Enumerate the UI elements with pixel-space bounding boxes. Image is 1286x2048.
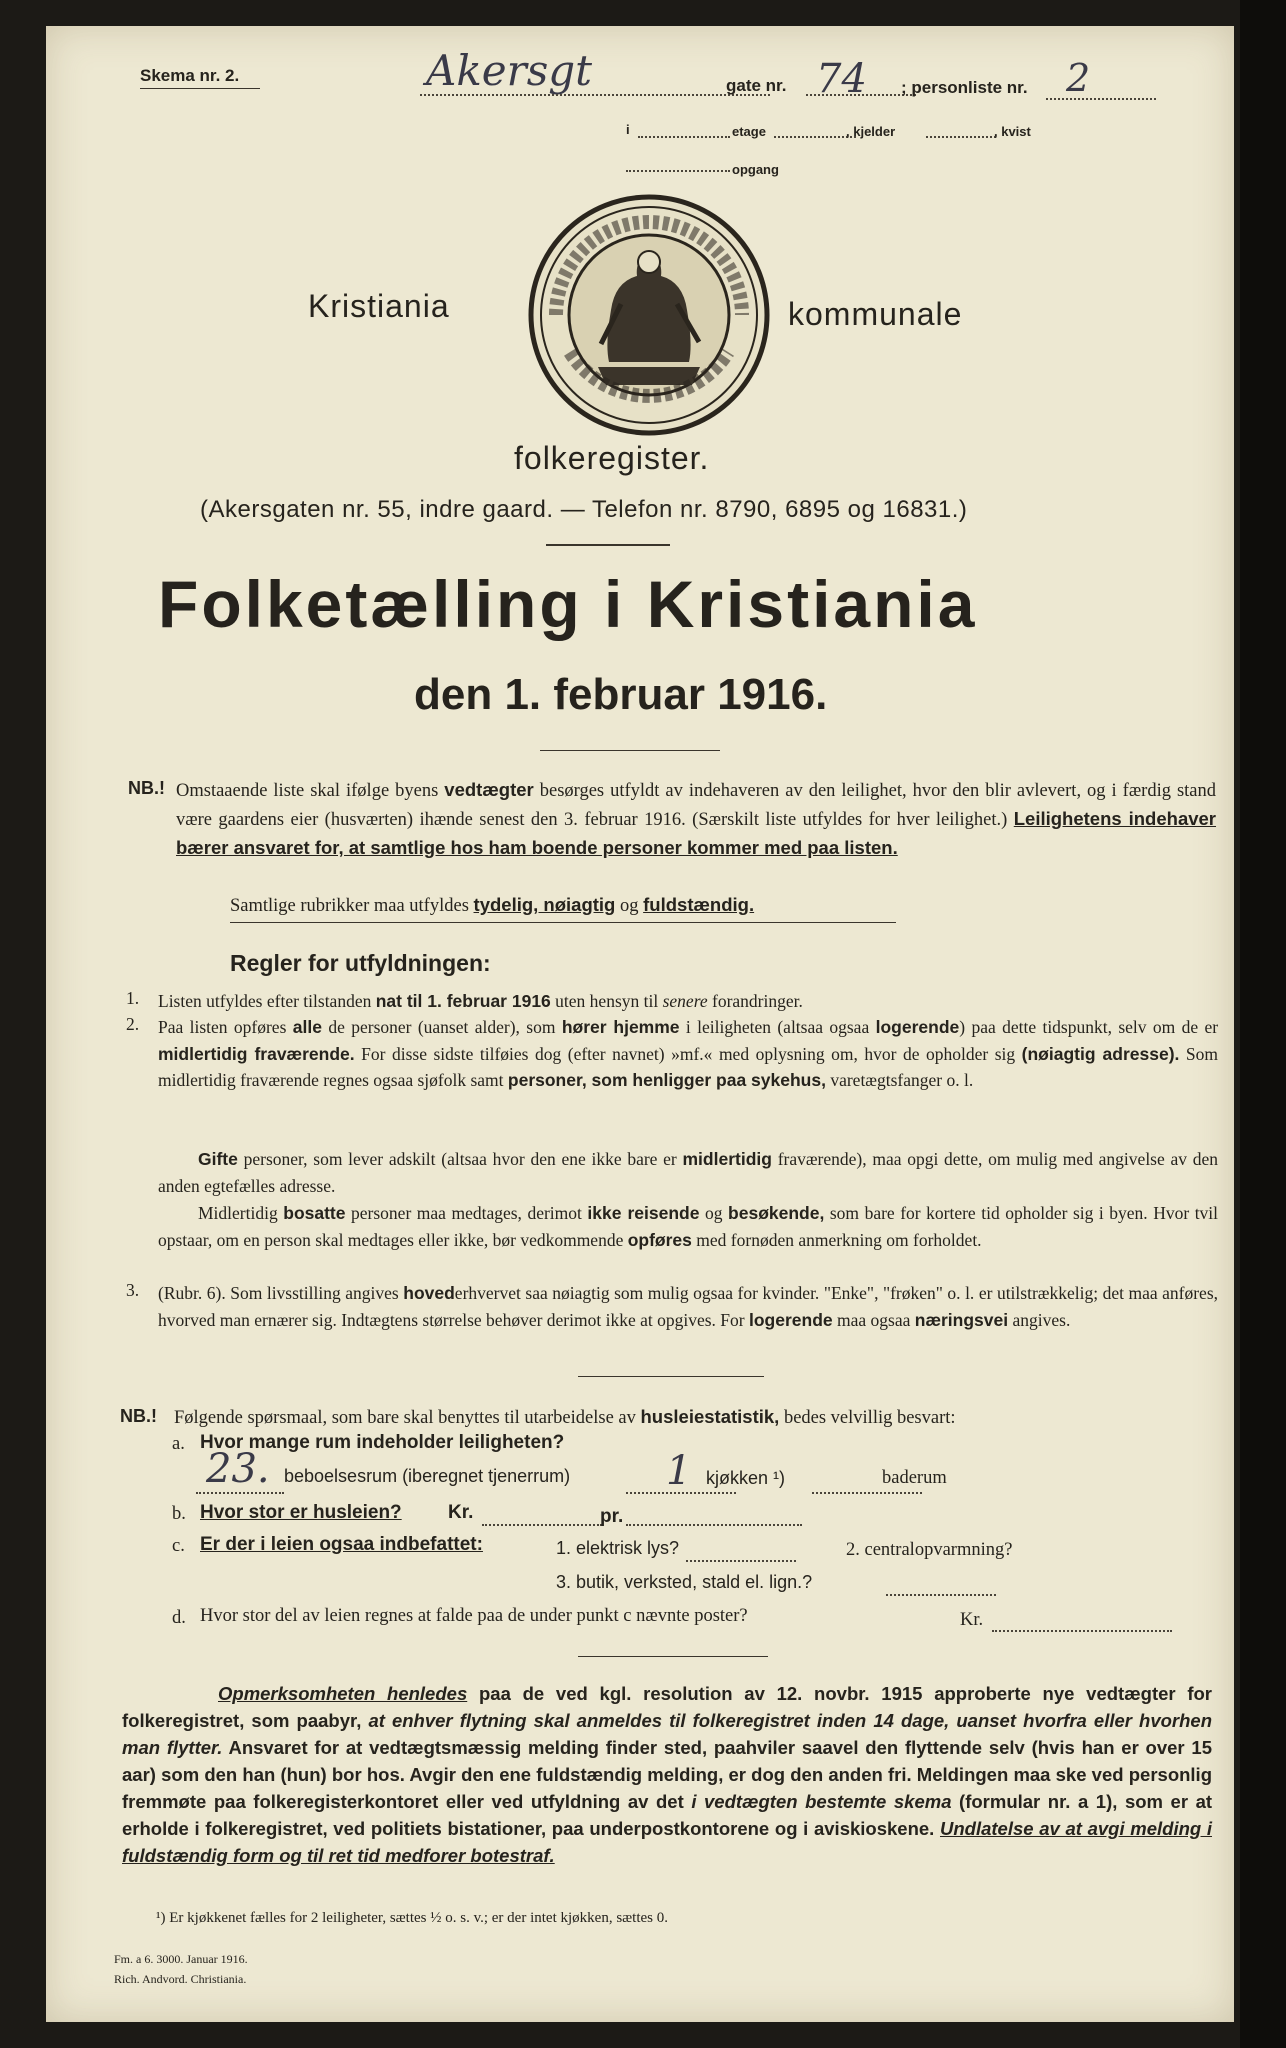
personliste-no-field[interactable] <box>1046 98 1156 100</box>
gate-no-handwritten: 74 <box>816 56 867 102</box>
q-b-text: Hvor stor er husleien? <box>200 1502 402 1523</box>
q-b-kr: Kr. <box>448 1502 474 1523</box>
office-address: (Akersgaten nr. 55, indre gaard. — Telefon nr. 8790, 6895 og 16831.) <box>200 496 968 523</box>
kitchen-label: kjøkken ¹) <box>706 1468 786 1488</box>
q-b-pr: pr. <box>600 1506 624 1527</box>
nb1-samtlige: Samtlige rubrikker maa utfyldes tydelig, nøiagtig og fuldstændig. <box>230 894 755 916</box>
opgang-label: opgang <box>732 162 779 177</box>
skema-label: Skema nr. 2. <box>140 66 240 85</box>
notice-paragraph: Opmerksomheten henledes paa de ved kgl. resolution av 12. novbr. 1915 approberte nye vedtægter for folkeregistret, som paabyr, at enhver flytning skal anmeldes til folkeregistret inden 14 dage, uanset hvorfra eller hvorhen man flytter. Ansvaret for at vedtægtsmæssig melding finder sted, paahviler saavel den flyttende selv (hvis han er over 15 aar) som den han (hun) bor hos. Avgir den ene fuldstændig melding, er dog den anden fri. Meldingen maa ske ved personlig fremmøte paa folkeregisterkontoret eller ved utfyldning av det i vedtægten bestemte skema (formular nr. a 1), som er at erholde i folkeregistret, ved politiets bistationer, paa underpostkontorene og i aviskioskene. Undlatelse av at avgi melding i fuldstændig form og til ret tid medforer botestraf. <box>122 1683 1213 1866</box>
nb2-intro: Følgende spørsmaal, som bare skal benyttes til utarbeidelse av husleiestatistik, bedes velvillig besvart: <box>174 1406 956 1428</box>
q-d-text: Hvor stor del av leien regnes at falde paa de under punkt c nævnte poster? <box>200 1606 748 1626</box>
street-handwritten: Akersgt <box>426 46 593 95</box>
kitchen-field[interactable] <box>626 1492 736 1494</box>
etage-field[interactable] <box>638 136 730 138</box>
q-c-text: Er der i leien ogsaa indbefattet: <box>200 1534 483 1555</box>
rule-1: Listen utfyldes efter tilstanden nat til 1. februar 1916 uten hensyn til senere forandringer. <box>158 991 803 1011</box>
rooms-handwritten: 23. <box>206 1446 270 1492</box>
rule-1-num: 1. <box>126 988 140 1008</box>
kjelder-label: , kjelder <box>846 124 896 139</box>
etage-label: etage <box>732 124 766 139</box>
folkeregister-word: folkeregister. <box>514 440 710 476</box>
page-title: Folketælling i Kristiania <box>158 567 978 641</box>
rent-field[interactable] <box>482 1524 602 1526</box>
gate-label: gate nr. <box>726 76 787 95</box>
d-amount-field[interactable] <box>992 1630 1172 1632</box>
personliste-label: ; personliste nr. <box>901 78 1028 97</box>
personliste-no-handwritten: 2 <box>1066 56 1091 100</box>
skema-underline <box>140 88 260 89</box>
imprint-2: Rich. Andvord. Christiania. <box>114 1972 247 1986</box>
c-heating-label: 2. centralopvarmning? <box>846 1540 1013 1560</box>
q-d-label: d. <box>172 1608 186 1628</box>
q-d-kr: Kr. <box>960 1610 984 1630</box>
kommunale-word: kommunale <box>788 296 963 332</box>
rule-3-num: 3. <box>126 1280 140 1300</box>
kvist-gap <box>926 136 996 138</box>
q-c-label: c. <box>172 1536 185 1556</box>
rooms-field[interactable] <box>196 1492 284 1494</box>
divider-2 <box>540 750 720 751</box>
divider-4 <box>578 1656 768 1657</box>
nb1-label: NB.! <box>128 778 165 798</box>
c-shop-label: 3. butik, verksted, stald el. lign.? <box>556 1572 813 1592</box>
imprint-1: Fm. a 6. 3000. Januar 1916. <box>114 1952 248 1966</box>
rooms-label: beboelsesrum (iberegnet tjenerrum) <box>284 1466 571 1486</box>
kitchen-handwritten: 1 <box>666 1448 692 1494</box>
c-electric-label: 1. elektrisk lys? <box>556 1538 680 1558</box>
kjelder-gap <box>774 136 856 138</box>
kristiania-word: Kristiania <box>308 288 450 324</box>
q-a-label: a. <box>172 1434 185 1454</box>
nb2-label: NB.! <box>120 1406 157 1426</box>
footnote: ¹) Er kjøkkenet fælles for 2 leiligheter, sættes ½ o. s. v.; er der intet kjøkken, sættes 0. <box>156 1910 668 1926</box>
street-field[interactable] <box>420 94 770 96</box>
rules-heading: Regler for utfyldningen: <box>230 950 491 976</box>
gate-no-field[interactable] <box>806 94 916 96</box>
rule-2-gifte: Gifte personer, som lever adskilt (altsaa hvor den ene ikke bare er midlertidig fraværende), maa opgi dette, om mulig med angivelse av den anden egtefælles adresse. <box>158 1149 1218 1196</box>
c-electric-field[interactable] <box>686 1560 796 1562</box>
divider-3 <box>578 1376 764 1377</box>
rule-3: (Rubr. 6). Som livsstilling angives hovederhvervet saa nøiagtig som mulig ogsaa for kvinder. "Enke", "frøken" o. l. er utilstrækkelig; det maa anføres, hvorved man ernærer sig. Indtægtens størrelse behøver derimot ikke at opgives. For logerende maa ogsaa næringsvei angives. <box>158 1283 1219 1330</box>
bath-label: baderum <box>882 1468 947 1488</box>
i-label: i <box>626 122 630 137</box>
census-form <box>46 26 1234 2022</box>
q-b-label: b. <box>172 1504 186 1524</box>
city-seal-icon <box>526 192 772 438</box>
kvist-label: , kvist <box>994 124 1031 139</box>
rule-2: Paa listen opføres alle de personer (uanset alder), som hører hjemme i leiligheten (altsaa ogsaa logerende) paa dette tidspunkt, selv om de er midlertidig fraværende. For disse sidste tilføies dog (efter navnet) »mf.« med oplysning om, hvor de opholder sig (nøiagtig adresse). Som midlertidig fraværende regnes ogsaa sjøfolk samt personer, som henligger paa sykehus, varetægtsfanger o. l. <box>158 1017 1219 1090</box>
samtlige-underline <box>230 922 896 923</box>
divider-1 <box>546 544 670 546</box>
c-shop-field[interactable] <box>886 1594 996 1596</box>
page-subtitle: den 1. februar 1916. <box>414 670 828 719</box>
scan-edge <box>1240 0 1286 2048</box>
opgang-field[interactable] <box>626 170 730 172</box>
bath-field[interactable] <box>812 1492 922 1494</box>
q-a-text: Hvor mange rum indeholder leiligheten? <box>200 1432 565 1453</box>
rent-period-field[interactable] <box>626 1524 802 1526</box>
rule-2-num: 2. <box>126 1014 140 1034</box>
rule-2-midlertidig: Midlertidig bosatte personer maa medtages, derimot ikke reisende og besøkende, som bare for kortere tid opholder sig i byen. Hvor tvil opstaar, om en person skal medtages eller ikke, bør vedkommende opføres med fornøden anmerkning om forholdet. <box>158 1203 1219 1250</box>
nb1-text: Omstaaende liste skal ifølge byens vedtægter besørges utfyldt av indehaveren av den leilighet, hvor den blir avlevert, og i færdig stand være gaardens eier (husværten) ihænde senest den 3. februar 1916. (Særskilt liste utfyldes for hver leilighet.) Leilighetens indehaver bærer ansvaret for, at samtlige hos ham boende personer kommer med paa listen. <box>176 779 1217 858</box>
